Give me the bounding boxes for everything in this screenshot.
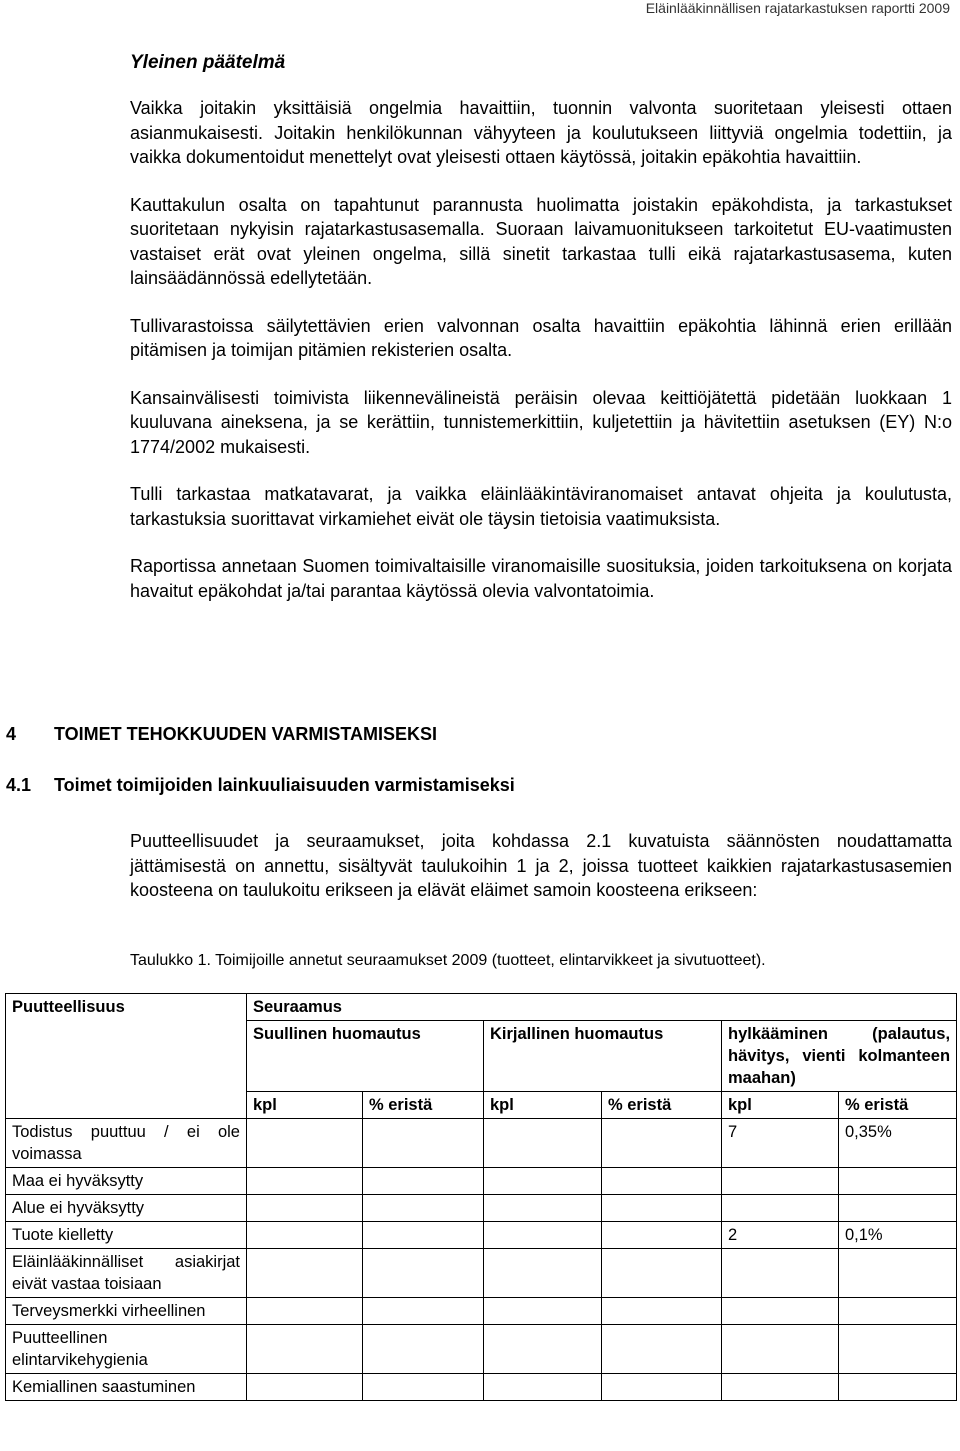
paragraph: Vaikka joitakin yksittäisiä ongelmia havaittiin, tuonnin valvonta suoritetaan yleisesti ottaen asianmukaisesti. Joitakin henkilökunnan vähyyteen ja koulutukseen liittyviä ongelmia todettiin, ja vaikka dokumentoidut menettelyt ovat yleisesti ottaen käytössä, joitakin epäkohtia havaittiin. xyxy=(130,98,952,167)
unit-pct: % eristä xyxy=(602,1092,722,1119)
cell xyxy=(722,1195,839,1222)
cell xyxy=(484,1195,602,1222)
cell xyxy=(839,1168,957,1195)
cell xyxy=(602,1168,722,1195)
table-row xyxy=(6,1325,957,1374)
cell xyxy=(602,1325,722,1374)
cell xyxy=(484,1298,602,1325)
header-puutteellisuus: Puutteellisuus xyxy=(6,994,247,1119)
cell xyxy=(839,1298,957,1325)
row-label: Alue ei hyväksytty xyxy=(6,1195,247,1222)
paragraph: Tullivarastoissa säilytettävien erien valvonnan osalta havaittiin epäkohtia lähinnä erien erillään pitämisen ja toimijan pitämien rekisterien osalta. xyxy=(130,315,952,360)
cell xyxy=(363,1249,484,1298)
cell: 0,35% xyxy=(839,1119,957,1168)
cell xyxy=(602,1119,722,1168)
heading-level-2 xyxy=(6,775,515,796)
cell xyxy=(484,1168,602,1195)
cell xyxy=(484,1119,602,1168)
cell xyxy=(247,1374,363,1401)
unit-kpl: kpl xyxy=(722,1092,839,1119)
table-row xyxy=(6,1249,957,1298)
cell xyxy=(722,1168,839,1195)
heading-number: 4 xyxy=(6,724,17,744)
unit-pct: % eristä xyxy=(839,1092,957,1119)
cell xyxy=(722,1249,839,1298)
cell xyxy=(839,1374,957,1401)
cell xyxy=(247,1222,363,1249)
cell xyxy=(484,1249,602,1298)
cell xyxy=(839,1249,957,1298)
header-suullinen: Suullinen huomautus xyxy=(247,1021,484,1092)
cell xyxy=(247,1119,363,1168)
cell xyxy=(247,1249,363,1298)
unit-kpl: kpl xyxy=(247,1092,363,1119)
cell xyxy=(363,1325,484,1374)
cell: 0,1% xyxy=(839,1222,957,1249)
heading-text: Toimet toimijoiden lainkuuliaisuuden varmistamiseksi xyxy=(54,775,515,795)
cell xyxy=(247,1195,363,1222)
cell xyxy=(839,1195,957,1222)
header-kirjallinen: Kirjallinen huomautus xyxy=(484,1021,722,1092)
section-title: Yleinen päätelmä xyxy=(130,52,286,73)
cell xyxy=(363,1298,484,1325)
paragraph: Raportissa annetaan Suomen toimivaltaisille viranomaisille suosituksia, joiden tarkoituksena on korjata havaitut epäkohdat ja/tai parantaa käytössä olevia valvontatoimia. xyxy=(130,556,952,601)
table-row xyxy=(6,1298,957,1325)
row-label: Todistus puuttuu / ei ole voimassa xyxy=(6,1119,247,1168)
running-header: Eläinlääkinnällisen rajatarkastuksen raportti 2009 xyxy=(645,0,950,16)
cell xyxy=(363,1195,484,1222)
cell xyxy=(484,1374,602,1401)
cell: 2 xyxy=(722,1222,839,1249)
unit-kpl: kpl xyxy=(484,1092,602,1119)
row-label: Eläinlääkinnälliset asiakirjat eivät vastaa toisiaan xyxy=(6,1249,247,1298)
conclusion-section xyxy=(130,52,952,626)
row-label: Tuote kielletty xyxy=(6,1222,247,1249)
cell xyxy=(363,1374,484,1401)
paragraph: Kauttakulun osalta on tapahtunut parannusta huolimatta joistakin epäkohdista, ja tarkastukset suoritetaan nykyisin rajatarkastusasemalla. Suoraan laivamuonitukseen tarkoitetut EU-vaatimusten vastaiset erät ovat yleinen ongelma, sillä sinetit tarkastaa tulli eikä rajatarkastusasema, kuten lainsäädännössä edellytetään. xyxy=(130,194,952,288)
row-label: Puutteellinen elintarvikehygienia xyxy=(6,1325,247,1374)
cell xyxy=(602,1222,722,1249)
table-row xyxy=(6,1119,957,1168)
paragraph: Kansainvälisesti toimivista liikennevälineistä peräisin olevaa keittiöjätettä pidetään luokkaan 1 kuuluvana aineksena, ja se kerättiin, tunnistemerkittiin, kuljetettiin ja hävitettiin asetuksen (EY) N:o 1774/2002 mukaisesti. xyxy=(130,387,952,457)
cell xyxy=(722,1325,839,1374)
heading-text: TOIMET TEHOKKUUDEN VARMISTAMISEKSI xyxy=(54,724,438,744)
cell xyxy=(247,1298,363,1325)
cell xyxy=(839,1325,957,1374)
header-hylkaaminen: hylkääminen (palautus, hävitys, vienti kolmanteen maahan) xyxy=(722,1021,957,1092)
table-row xyxy=(6,1195,957,1222)
cell xyxy=(484,1325,602,1374)
cell xyxy=(722,1298,839,1325)
table-row xyxy=(6,1222,957,1249)
sanctions-table xyxy=(5,993,957,1401)
intro-paragraph: Puutteellisuudet ja seuraamukset, joita kohdassa 2.1 kuvatuista säännösten noudattamatta jättämisestä on annettu, sisältyvät taulukoihin 1 ja 2, joissa tuotteet kaikkien rajatarkastusasemien koosteena on taulukoitu erikseen ja elävät eläimet samoin koosteena erikseen: xyxy=(130,831,952,900)
cell xyxy=(247,1168,363,1195)
cell xyxy=(602,1298,722,1325)
header-seuraamus: Seuraamus xyxy=(247,994,957,1021)
cell: 7 xyxy=(722,1119,839,1168)
cell xyxy=(602,1249,722,1298)
heading-level-1 xyxy=(6,724,437,745)
cell xyxy=(363,1222,484,1249)
paragraph: Tulli tarkastaa matkatavarat, ja vaikka eläinlääkintäviranomaiset antavat ohjeita ja koulutusta, tarkastuksia suorittavat virkamiehet eivät ole täysin tietoisia vaatimuksista. xyxy=(130,484,952,529)
row-label: Maa ei hyväksytty xyxy=(6,1168,247,1195)
cell xyxy=(602,1374,722,1401)
cell xyxy=(602,1195,722,1222)
row-label: Kemiallinen saastuminen xyxy=(6,1374,247,1401)
table-caption: Taulukko 1. Toimijoille annetut seuraamukset 2009 (tuotteet, elintarvikkeet ja sivutuotteet). xyxy=(130,952,766,969)
cell xyxy=(722,1374,839,1401)
table-header-row xyxy=(6,994,957,1021)
cell xyxy=(484,1222,602,1249)
table-row xyxy=(6,1168,957,1195)
heading-number: 4.1 xyxy=(6,775,32,795)
cell xyxy=(363,1119,484,1168)
cell xyxy=(363,1168,484,1195)
cell xyxy=(247,1325,363,1374)
unit-pct: % eristä xyxy=(363,1092,484,1119)
row-label: Terveysmerkki virheellinen xyxy=(6,1298,247,1325)
table-row xyxy=(6,1374,957,1401)
